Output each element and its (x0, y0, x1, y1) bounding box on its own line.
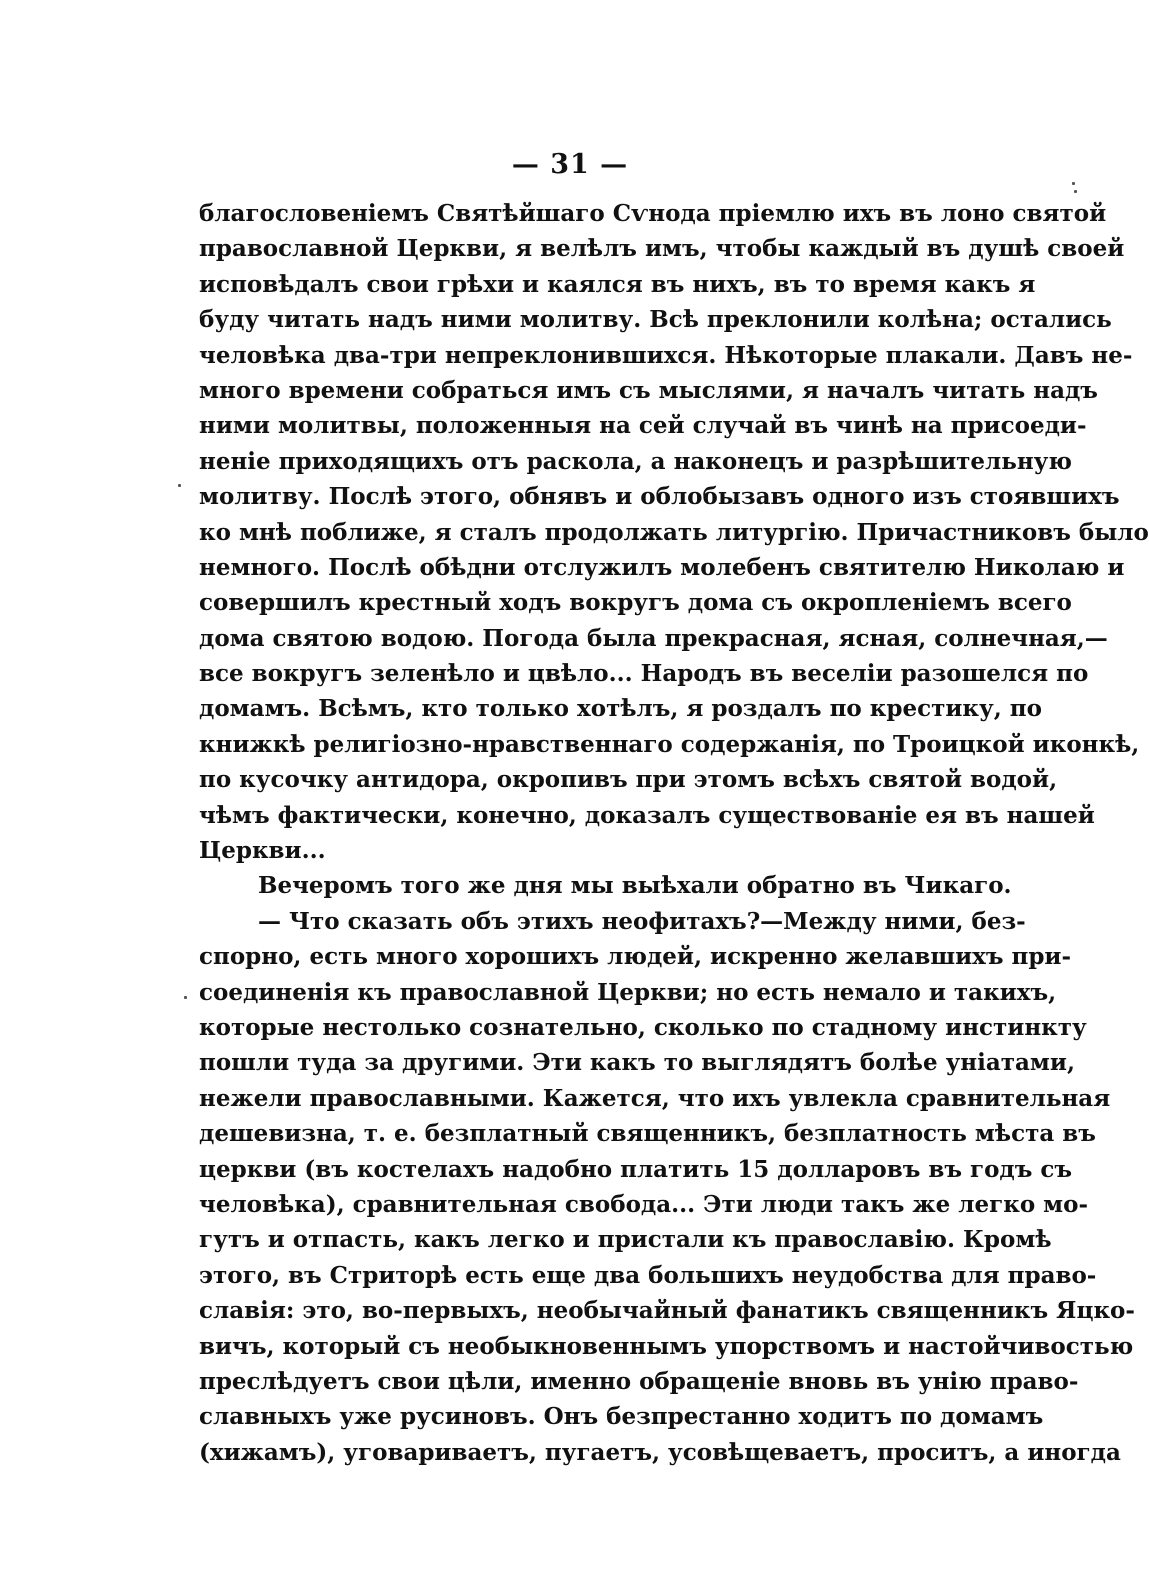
text-line: Вечеромъ того же дня мы выѣхали обратно въ Чикаго. (258, 872, 1012, 900)
text-line: чѣмъ фактически, конечно, доказалъ существованіе ея въ нашей (199, 801, 1095, 829)
text-line: немного. Послѣ обѣдни отслужилъ молебенъ святителю Николаю и (199, 553, 1125, 581)
text-line: славныхъ уже русиновъ. Онъ безпрестанно ходитъ по домамъ (199, 1403, 1044, 1431)
page-number: — 31 — (511, 149, 629, 180)
scan-speck (1072, 182, 1075, 185)
text-line: ко мнѣ поближе, я сталъ продолжать литургію. Причастниковъ было (199, 518, 1149, 546)
text-line: ними молитвы, положенныя на сей случай въ чинѣ на присоеди- (199, 412, 1087, 440)
text-line: дома святою водою. Погода была прекрасная, ясная, солнечная,— (199, 624, 1108, 652)
text-line: пошли туда за другими. Эти какъ то выглядятъ болѣе уніатами, (199, 1049, 1075, 1077)
scan-speck (1074, 190, 1077, 193)
text-line: славія: это, во-первыхъ, необычайный фанатикъ священникъ Яцко- (199, 1297, 1135, 1325)
text-line: соединенія къ православной Церкви; но есть немало и такихъ, (199, 978, 1057, 1006)
text-line: благословеніемъ Святѣйшаго Сѵнода пріемлю ихъ въ лоно святой (199, 200, 1107, 227)
text-line: этого, въ Стриторѣ есть еще два большихъ неудобства для право- (199, 1261, 1097, 1289)
text-line: по кусочку антидора, окропивъ при этомъ всѣхъ святой водой, (199, 766, 1058, 794)
body-text (199, 196, 1149, 1470)
text-line: гутъ и отпасть, какъ легко и пристали къ православію. Кромѣ (199, 1226, 1052, 1254)
text-line: преслѣдуетъ свои цѣли, именно обращеніе вновь въ унію право- (199, 1367, 1079, 1395)
scan-speck (184, 996, 187, 999)
text-line: домамъ. Всѣмъ, кто только хотѣлъ, я роздалъ по крестику, по (199, 695, 1042, 723)
text-line: вичъ, который съ необыкновеннымъ упорствомъ и настойчивостью (199, 1332, 1134, 1360)
text-line: нежели православными. Кажется, что ихъ увлекла сравнительная (199, 1084, 1111, 1112)
text-line: (хижамъ), уговариваетъ, пугаетъ, усовѣщеваетъ, проситъ, а иногда (199, 1438, 1121, 1466)
text-line: спорно, есть много хорошихъ людей, искренно желавшихъ при- (199, 943, 1072, 971)
text-line: исповѣдалъ свои грѣхи и каялся въ нихъ, въ то время какъ я (199, 270, 1036, 298)
text-line: которые нестолько сознательно, сколько по стадному инстинкту (199, 1013, 1087, 1041)
text-line: молитву. Послѣ этого, обнявъ и облобызавъ одного изъ стоявшихъ (199, 483, 1120, 511)
text-line: все вокругъ зеленѣло и цвѣло... Народъ въ веселіи разошелся по (199, 660, 1089, 688)
text-line: книжкѣ религіозно-нравственнаго содержанія, по Троицкой иконкѣ, (199, 730, 1140, 758)
text-line: — Что сказать объ этихъ неофитахъ?—Между ними, без- (258, 907, 1026, 935)
text-line: дешевизна, т. е. безплатный священникъ, безплатность мѣста въ (199, 1120, 1096, 1148)
text-line: Церкви... (199, 837, 326, 865)
text-line: совершилъ крестный ходъ вокругъ дома съ окропленіемъ всего (199, 589, 1072, 617)
text-line: человѣка два-три непреклонившихся. Нѣкоторые плакали. Давъ не- (199, 341, 1133, 369)
text-line: церкви (въ костелахъ надобно платить 15 долларовъ въ годъ съ (199, 1155, 1073, 1183)
text-line: буду читать надъ ними молитву. Всѣ преклонили колѣна; остались (199, 306, 1112, 334)
scan-speck (178, 484, 181, 487)
text-line: православной Церкви, я велѣлъ имъ, чтобы каждый въ душѣ своей (199, 235, 1125, 263)
text-line: много времени собраться имъ съ мыслями, я началъ читать надъ (199, 376, 1098, 404)
text-line: неніе приходящихъ отъ раскола, а наконецъ и разрѣшительную (199, 447, 1072, 475)
text-line: человѣка), сравнительная свобода... Эти люди такъ же легко мо- (199, 1190, 1089, 1218)
